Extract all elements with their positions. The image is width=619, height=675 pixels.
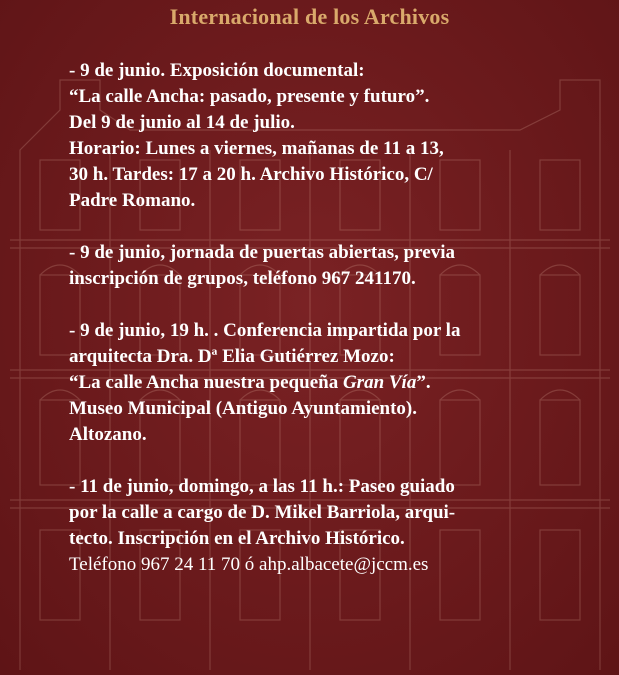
event-text-line: Altozano. (69, 424, 147, 445)
event-text-line: Horario: Lunes a viernes, mañanas de 11 a 13, (69, 138, 444, 159)
event-list (69, 58, 609, 578)
event-text-line: tecto. Inscripción en el Archivo Histórico. (69, 528, 405, 549)
spacer (69, 448, 609, 474)
poster-title: Internacional de los Archivos (169, 4, 450, 29)
event-paseo-guiado (69, 474, 609, 578)
event-text-line: - 11 de junio, domingo, a las 11 h.: Paseo guiado (69, 476, 455, 497)
event-text-line: 30 h. Tardes: 17 a 20 h. Archivo Histórico, C/ (69, 164, 433, 185)
contact-line: Teléfono 967 24 11 70 ó ahp.albacete@jccm.es (69, 554, 429, 575)
event-exposicion (69, 58, 609, 214)
event-conferencia (69, 318, 609, 448)
event-text-line: - 9 de junio. Exposición documental: (69, 60, 365, 81)
event-text-line: Del 9 de junio al 14 de julio. (69, 112, 295, 133)
event-text-line (69, 370, 609, 396)
spacer (69, 214, 609, 240)
conference-title-suffix: ”. (416, 372, 431, 393)
event-text-line: inscripción de grupos, teléfono 967 241170. (69, 268, 416, 289)
spacer (69, 292, 609, 318)
event-text-line: - 9 de junio, 19 h. . Conferencia impartida por la (69, 320, 461, 341)
event-puertas-abiertas (69, 240, 609, 292)
conference-title-italic: Gran Vía (342, 372, 417, 393)
event-text-line: Padre Romano. (69, 190, 196, 211)
event-text-line: - 9 de junio, jornada de puertas abiertas, previa (69, 242, 455, 263)
event-text-line: “La calle Ancha: pasado, presente y futuro”. (69, 86, 430, 107)
event-text-line: arquitecta Dra. Dª Elia Gutiérrez Mozo: (69, 346, 395, 367)
event-text-line: Museo Municipal (Antiguo Ayuntamiento). (69, 398, 418, 419)
conference-title-prefix: “La calle Ancha nuestra pequeña (69, 372, 343, 393)
event-text-line: por la calle a cargo de D. Mikel Barriola, arqui- (69, 502, 456, 523)
